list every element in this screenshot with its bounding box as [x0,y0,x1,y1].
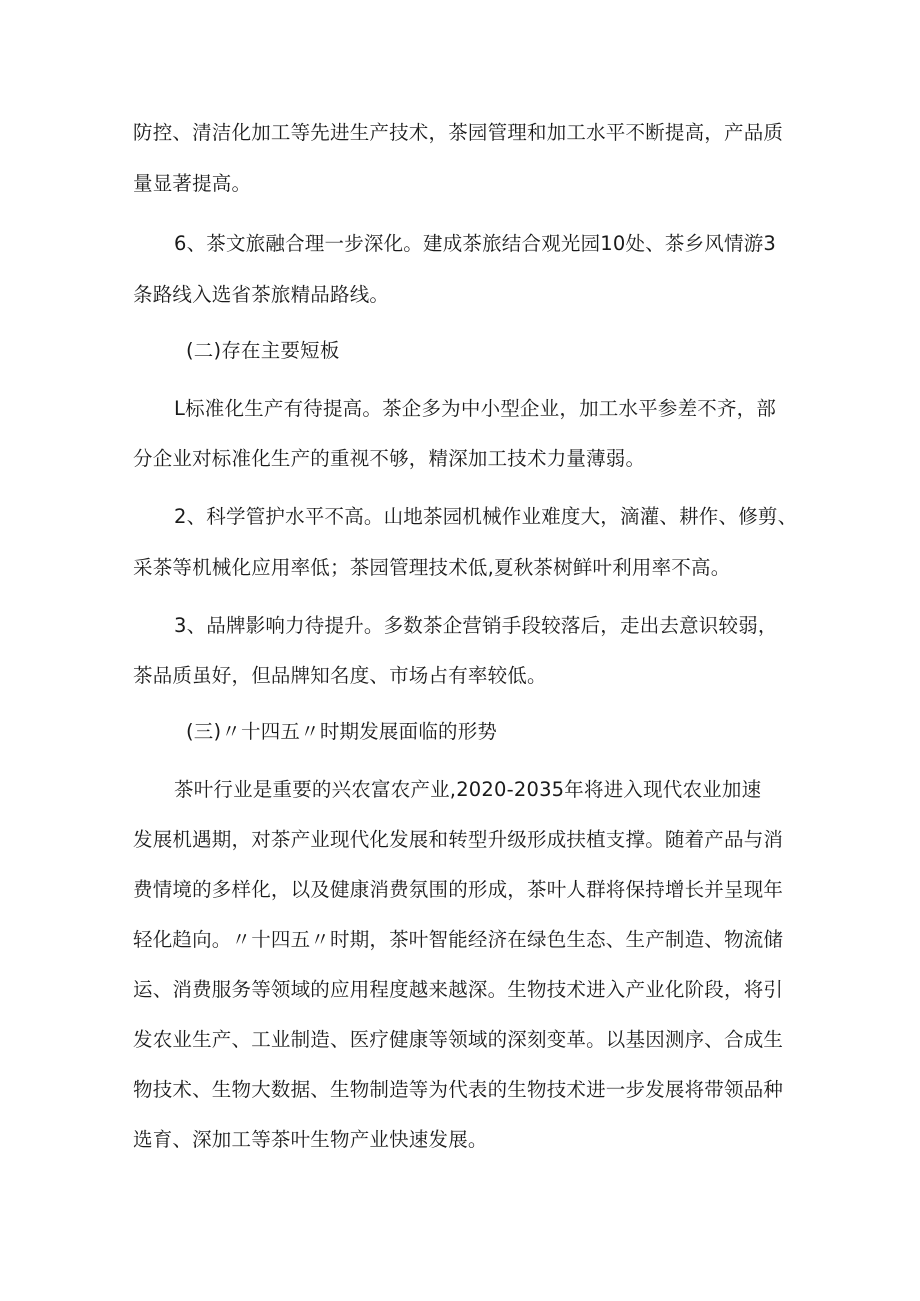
paragraph-line: 费情境的多样化，以及健康消费氛围的形成，茶叶人群将保持增长并呈现年 [133,878,784,901]
paragraph-line: 防控、清洁化加工等先进生产技术，茶园管理和加工水平不断提高，产品质 [133,121,784,144]
paragraph-line: 发农业生产、工业制造、医疗健康等领域的深刻变革。以基因测序、合成生 [133,1028,784,1051]
paragraph-line: 运、消费服务等领域的应用程度越来越深。生物技术进入产业化阶段，将引 [133,978,784,1001]
paragraph-line: 6、茶文旅融合理一步深化。建成茶旅结合观光园10处、茶乡风情游3 [174,232,777,255]
paragraph-line: 条路线入选省茶旅精品路线。 [133,283,390,306]
paragraph-line: 茶品质虽好，但品牌知名度、市场占有率较低。 [133,664,547,687]
paragraph-line: 3、品牌影响力待提升。多数茶企营销手段较落后，走出去意识较弱， [174,614,778,637]
section-heading: (三)〃十四五〃时期发展面临的形势 [186,720,498,743]
paragraph-line: 物技术、生物大数据、生物制造等为代表的生物技术进一步发展将带领品种 [133,1078,784,1101]
paragraph-line: 量显著提高。 [133,172,252,195]
paragraph-line: 2、科学管护水平不高。山地茶园机械作业难度大，滴灌、耕作、修剪、 [174,505,798,528]
paragraph-line: L标准化生产有待提高。茶企多为中小型企业，加工水平参差不齐，部 [174,397,777,420]
paragraph-line: 轻化趋向。〃十四五〃时期，茶叶智能经济在绿色生态、生产制造、物流储 [133,928,784,951]
paragraph-line: 发展机遇期，对茶产业现代化发展和转型升级形成扶植支撑。随着产品与消 [133,828,784,851]
section-heading: (二)存在主要短板 [186,339,340,362]
paragraph-line: 采茶等机械化应用率低；茶园管理技术低,夏秋茶树鲜叶利用率不高。 [133,556,731,579]
paragraph-line: 选育、深加工等茶叶生物产业快速发展。 [133,1128,488,1151]
paragraph-line: 茶叶行业是重要的兴农富农产业,2020-2035年将进入现代农业加速 [174,778,762,801]
paragraph-line: 分企业对标准化生产的重视不够，精深加工技术力量薄弱。 [133,447,646,470]
